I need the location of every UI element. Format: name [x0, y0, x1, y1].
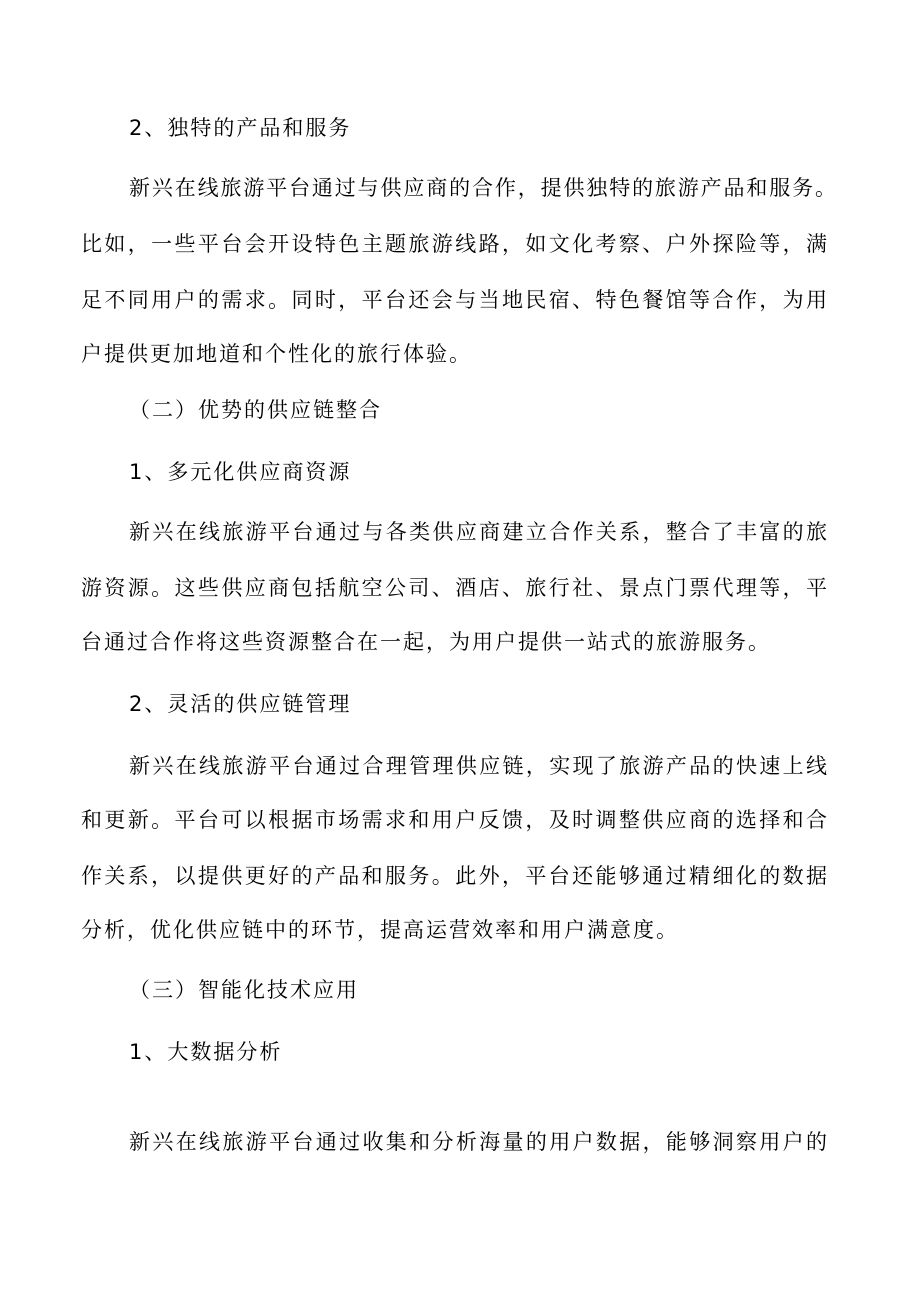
section-heading-supply-chain: （二）优势的供应链整合 — [129, 398, 382, 422]
paragraph-line: 分析，优化供应链中的环节，提高运营效率和用户满意度。 — [81, 918, 679, 942]
paragraph-line: 新兴在线旅游平台通过收集和分析海量的用户数据，能够洞察用户的 — [129, 1130, 827, 1154]
heading-big-data: 1、大数据分析 — [129, 1040, 283, 1064]
paragraph-line: 户提供更加地道和个性化的旅行体验。 — [81, 342, 472, 366]
paragraph-line: 游资源。这些供应商包括航空公司、酒店、旅行社、景点门票代理等，平 — [81, 576, 827, 600]
paragraph-line: 比如，一些平台会开设特色主题旅游线路，如文化考察、户外探险等，满 — [81, 232, 827, 256]
section-heading-smart-tech: （三）智能化技术应用 — [129, 978, 359, 1002]
paragraph-line: 作关系，以提供更好的产品和服务。此外，平台还能够通过精细化的数据 — [81, 864, 827, 888]
heading-flexible-management: 2、灵活的供应链管理 — [129, 692, 352, 716]
paragraph-line: 台通过合作将这些资源整合在一起，为用户提供一站式的旅游服务。 — [81, 630, 771, 654]
paragraph-line: 新兴在线旅游平台通过合理管理供应链，实现了旅游产品的快速上线 — [129, 754, 827, 778]
paragraph-line: 新兴在线旅游平台通过与各类供应商建立合作关系，整合了丰富的旅 — [129, 520, 827, 544]
paragraph-line: 足不同用户的需求。同时，平台还会与当地民宿、特色餐馆等合作，为用 — [81, 288, 827, 312]
paragraph-line: 和更新。平台可以根据市场需求和用户反馈，及时调整供应商的选择和合 — [81, 808, 827, 832]
heading-diverse-suppliers: 1、多元化供应商资源 — [129, 460, 352, 484]
paragraph-line: 新兴在线旅游平台通过与供应商的合作，提供独特的旅游产品和服务。 — [129, 176, 836, 200]
heading-unique-products: 2、独特的产品和服务 — [129, 116, 352, 140]
